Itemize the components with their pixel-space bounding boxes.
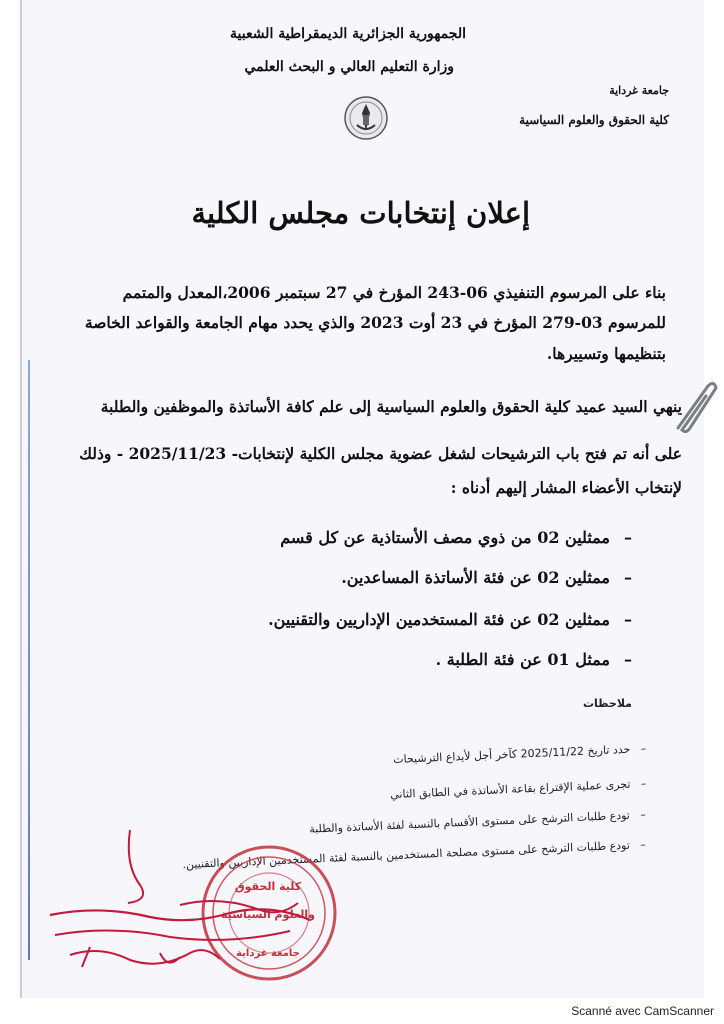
announcement-line-3: لإنتخاب الأعضاء المشار إليهم أدناه :	[450, 478, 682, 497]
header-ministry: وزارة التعليم العالي و البحث العلمي	[244, 59, 454, 75]
note-item-3-text: تودع طلبات الترشح على مستوى الأقسام بالنسبة لفئة الأساتذة والطلبة	[309, 808, 631, 836]
list-dash: –	[624, 528, 632, 547]
member-item-3-text: ممثلين 02 عن فئة المستخدمين الإداريين والتقنيين.	[268, 610, 610, 629]
notes-title: ملاحظات	[583, 697, 632, 710]
list-dash: –	[629, 742, 647, 756]
list-dash: –	[629, 777, 647, 791]
stamp-line-3: جامعة غرداية	[236, 948, 300, 959]
note-item-4-text: تودع طلبات الترشح على مستوى مصلحة المستخدمين بالنسبة لفئة المستخدمين الإداريين والتقنيين.	[182, 838, 631, 872]
member-item-3	[268, 610, 632, 629]
paper-clip-icon	[670, 378, 720, 438]
university-emblem-icon	[343, 95, 389, 141]
preamble-line-2: للمرسوم 03-279 المؤرخ في 23 أوت 2023 والذي يحدد مهام الجامعة والقواعد الخاصة	[84, 313, 666, 332]
header-republic: الجمهورية الجزائرية الديمقراطية الشعبية	[229, 26, 466, 42]
header-university: جامعة غرداية	[609, 84, 669, 97]
member-item-2-text: ممثلين 02 عن فئة الأساتذة المساعدين.	[341, 568, 610, 587]
list-dash: –	[624, 568, 632, 587]
list-dash: –	[624, 610, 632, 629]
page-title: إعلان إنتخابات مجلس الكلية	[191, 196, 530, 230]
note-item-2-text: تجرى عملية الإقتراع بقاعة الأساتذة في الطابق الثاني	[389, 777, 631, 802]
member-item-4	[436, 650, 632, 669]
preamble-line-3: بتنظيمها وتسييرها.	[546, 344, 666, 363]
member-item-2	[341, 568, 632, 587]
stamp-line-1: كلية الحقوق	[234, 880, 302, 893]
list-dash: –	[629, 838, 647, 852]
announcement-line-1: ينهي السيد عميد كلية الحقوق والعلوم السياسية إلى علم كافة الأساتذة والموظفين والطلبة	[100, 397, 682, 416]
stamp-line-2: والعلوم السياسية	[221, 908, 315, 921]
announcement-line-2: على أنه تم فتح باب الترشيحات لشغل عضوية مجلس الكلية لإنتخابات- 2025/11/23 - وذلك	[79, 444, 682, 463]
header-faculty: كلية الحقوق والعلوم السياسية	[519, 113, 669, 127]
member-item-4-text: ممثل 01 عن فئة الطلبة .	[435, 650, 610, 669]
scanner-footer: Scanné avec CamScanner	[571, 1004, 714, 1018]
list-dash: –	[624, 650, 632, 669]
preamble-line-1: بناء على المرسوم التنفيذي 06-243 المؤرخ في 27 سبتمبر 2006،المعدل والمتمم	[122, 283, 666, 302]
member-item-1-text: ممثلين 02 من ذوي مصف الأستاذية عن كل قسم	[280, 528, 610, 547]
list-dash: –	[629, 808, 647, 822]
member-item-1	[280, 528, 632, 547]
note-item-1-text: حدد تاريخ 2025/11/22 كآخر أجل لأيداع الترشيحات	[392, 742, 631, 767]
signature-icon	[30, 825, 340, 975]
